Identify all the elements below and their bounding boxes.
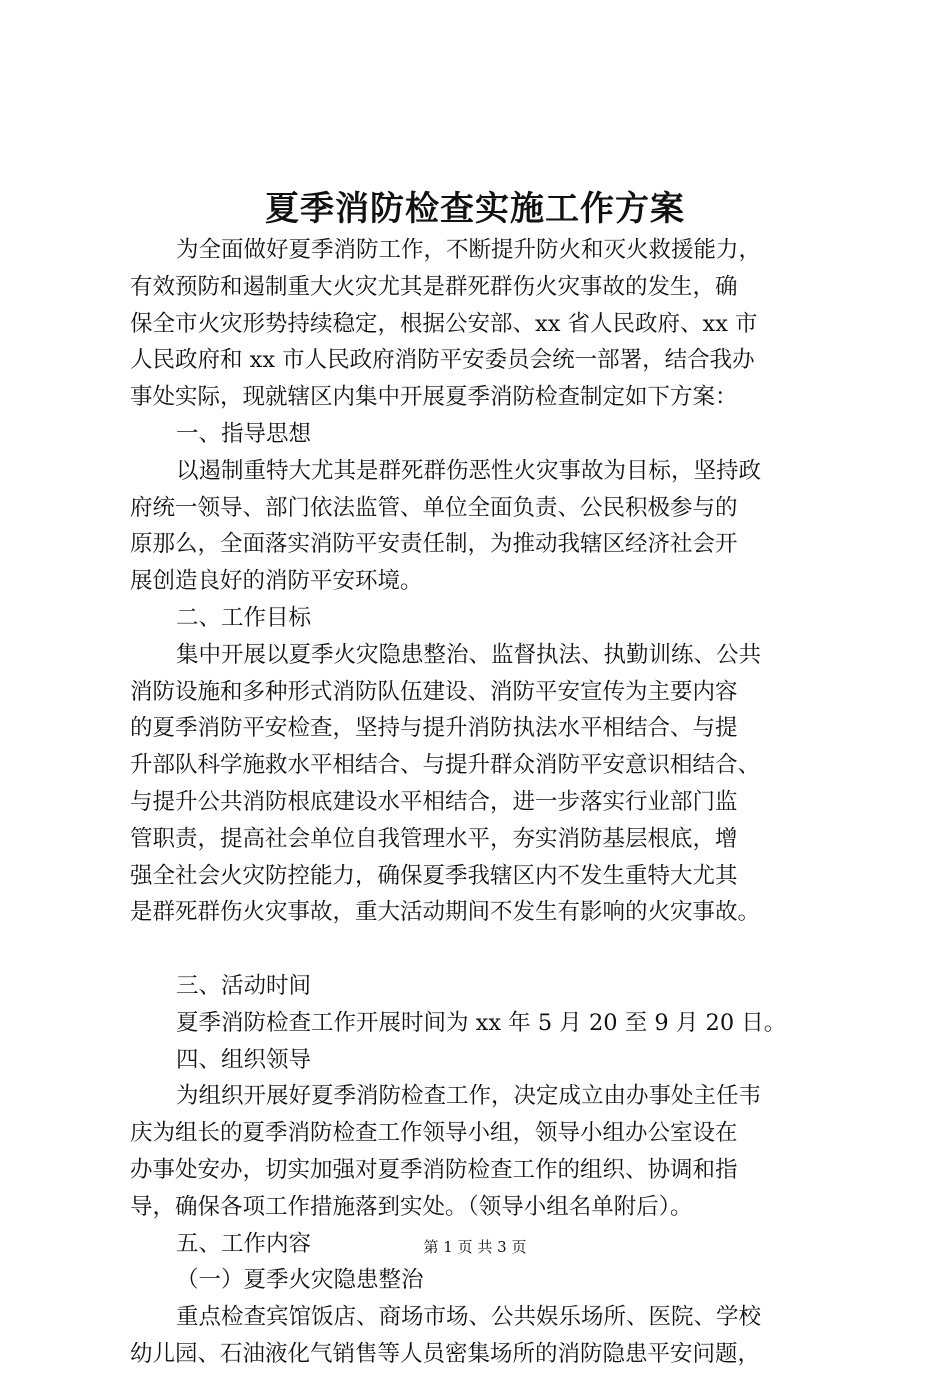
paragraph-line: 消防设施和多种形式消防队伍建设、消防平安宣传为主要内容 — [130, 678, 738, 705]
subsection-heading: （一）夏季火灾隐患整治 — [176, 1267, 424, 1294]
paragraph-line: 庆为组长的夏季消防检查工作领导小组，领导小组办公室设在 — [130, 1120, 738, 1147]
paragraph-line: 幼儿园、石油液化气销售等人员密集场所的消防隐患平安问题， — [130, 1340, 761, 1367]
section-heading: 五、工作内容 — [176, 1230, 312, 1257]
section-heading: 一、指导思想 — [176, 420, 312, 447]
paragraph-line: 与提升公共消防根底建设水平相结合，进一步落实行业部门监 — [130, 788, 738, 815]
paragraph-line: 为全面做好夏季消防工作，不断提升防火和灭火救援能力， — [176, 237, 762, 263]
section-heading: 二、工作目标 — [176, 604, 312, 631]
paragraph-line: 强全社会火灾防控能力，确保夏季我辖区内不发生重特大尤其 — [130, 862, 738, 889]
paragraph-line: 办事处安办，切实加强对夏季消防检查工作的组织、协调和指 — [130, 1156, 738, 1183]
paragraph-line: 管职责，提高社会单位自我管理水平，夯实消防基层根底，增 — [130, 825, 738, 852]
paragraph-line: 府统一领导、部门依法监管、单位全面负责、公民积极参与的 — [130, 494, 738, 521]
paragraph-line: 夏季消防检查工作开展时间为 xx 年 5 月 20 至 9 月 20 日。 — [176, 1009, 787, 1036]
blank-line — [130, 931, 842, 968]
paragraph-line: 保全市火灾形势持续稳定，根据公安部、xx 省人民政府、xx 市 — [130, 310, 758, 337]
paragraph-line: 重点检查宾馆饭店、商场市场、公共娱乐场所、医院、学校 — [176, 1304, 762, 1331]
paragraph-line: 有效预防和遏制重大火灾尤其是群死群伤火灾事故的发生，确 — [130, 273, 738, 300]
paragraph-line: 为组织开展好夏季消防检查工作，决定成立由办事处主任韦 — [176, 1083, 762, 1110]
paragraph-line: 集中开展以夏季火灾隐患整治、监督执法、执勤训练、公共 — [176, 641, 762, 668]
paragraph-line: 展创造良好的消防平安环境。 — [130, 568, 423, 595]
paragraph-line: 以遏制重特大尤其是群死群伤恶性火灾事故为目标，坚持政 — [176, 457, 762, 484]
paragraph-line: 是群死群伤火灾事故，重大活动期间不发生有影响的火灾事故。 — [130, 899, 761, 926]
document-body — [130, 232, 842, 1373]
paragraph-line: 升部队科学施救水平相结合、与提升群众消防平安意识相结合、 — [130, 752, 761, 779]
section-heading: 四、组织领导 — [176, 1046, 312, 1073]
paragraph-line: 人民政府和 xx 市人民政府消防平安委员会统一部署，结合我办 — [130, 347, 755, 374]
section-heading: 三、活动时间 — [176, 972, 312, 999]
paragraph-line: 的夏季消防平安检查，坚持与提升消防执法水平相结合、与提 — [130, 715, 738, 742]
paragraph-line: 事处实际，现就辖区内集中开展夏季消防检查制定如下方案： — [130, 384, 738, 411]
paragraph-line: 原那么，全面落实消防平安责任制，为推动我辖区经济社会开 — [130, 531, 738, 558]
document-title: 夏季消防检查实施工作方案 — [265, 189, 685, 229]
paragraph-line: 导，确保各项工作措施落到实处。（领导小组名单附后）。 — [130, 1193, 693, 1220]
page-footer: 第 1 页 共 3 页 — [423, 1238, 527, 1256]
